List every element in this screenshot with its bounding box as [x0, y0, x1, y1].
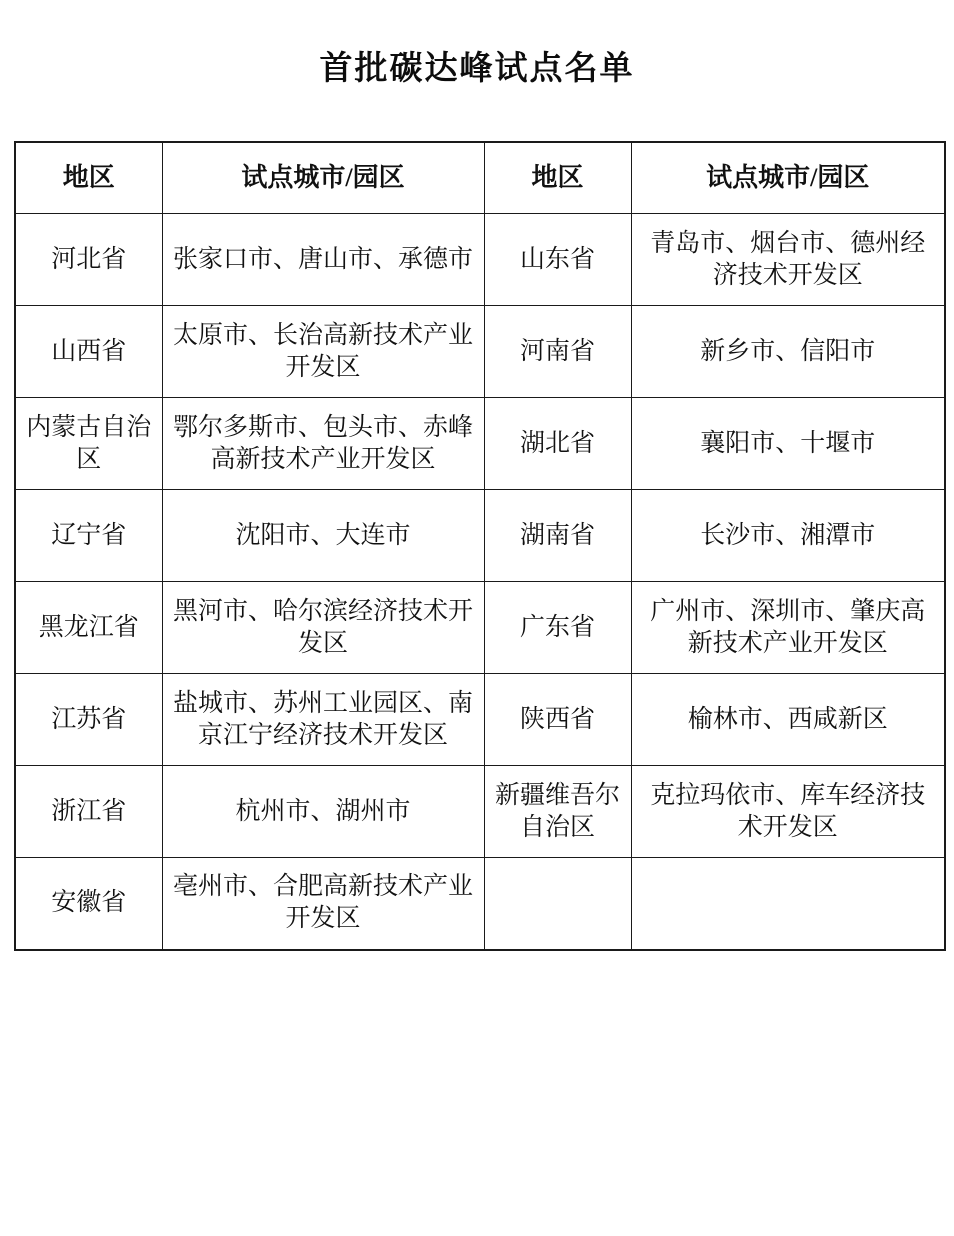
cell-region-left: 安徽省: [15, 858, 162, 950]
column-header-region-right: 地区: [484, 142, 631, 214]
cell-cities-right: 襄阳市、十堰市: [631, 398, 945, 490]
cell-region-left: 河北省: [15, 214, 162, 306]
column-header-cities-left: 试点城市/园区: [162, 142, 484, 214]
cell-region-left: 内蒙古自治区: [15, 398, 162, 490]
cell-cities-left: 鄂尔多斯市、包头市、赤峰高新技术产业开发区: [162, 398, 484, 490]
table-row: [15, 214, 945, 306]
cell-cities-right: 克拉玛依市、库车经济技术开发区: [631, 766, 945, 858]
page-title: 首批碳达峰试点名单: [319, 51, 635, 87]
cell-region-right: 湖南省: [484, 490, 631, 582]
cell-cities-right: 长沙市、湘潭市: [631, 490, 945, 582]
table-row: [15, 674, 945, 766]
pilot-list-table: [14, 141, 946, 951]
column-header-cities-right: 试点城市/园区: [631, 142, 945, 214]
cell-cities-right: 新乡市、信阳市: [631, 306, 945, 398]
table-header-row: [15, 142, 945, 214]
table-row: [15, 858, 945, 950]
cell-region-left: 辽宁省: [15, 490, 162, 582]
table-body: [15, 214, 945, 950]
table-row: [15, 582, 945, 674]
table-row: [15, 766, 945, 858]
cell-cities-right: 青岛市、烟台市、德州经济技术开发区: [631, 214, 945, 306]
table-row: [15, 490, 945, 582]
cell-cities-left: 太原市、长治高新技术产业开发区: [162, 306, 484, 398]
cell-region-right: 陕西省: [484, 674, 631, 766]
cell-cities-left: 张家口市、唐山市、承德市: [162, 214, 484, 306]
table-row: [15, 398, 945, 490]
cell-cities-left: 黑河市、哈尔滨经济技术开发区: [162, 582, 484, 674]
cell-region-right: 广东省: [484, 582, 631, 674]
cell-cities-right: [631, 858, 945, 950]
cell-cities-left: 杭州市、湖州市: [162, 766, 484, 858]
cell-region-left: 山西省: [15, 306, 162, 398]
cell-cities-left: 盐城市、苏州工业园区、南京江宁经济技术开发区: [162, 674, 484, 766]
cell-cities-right: 榆林市、西咸新区: [631, 674, 945, 766]
cell-region-right: 湖北省: [484, 398, 631, 490]
cell-region-right: 山东省: [484, 214, 631, 306]
cell-cities-left: 亳州市、合肥高新技术产业开发区: [162, 858, 484, 950]
table-row: [15, 306, 945, 398]
cell-cities-left: 沈阳市、大连市: [162, 490, 484, 582]
cell-region-left: 黑龙江省: [15, 582, 162, 674]
cell-region-right: 新疆维吾尔自治区: [484, 766, 631, 858]
cell-region-left: 江苏省: [15, 674, 162, 766]
table-header: [15, 142, 945, 214]
cell-region-right: 河南省: [484, 306, 631, 398]
column-header-region-left: 地区: [15, 142, 162, 214]
cell-region-right: [484, 858, 631, 950]
cell-region-left: 浙江省: [15, 766, 162, 858]
table-container: [12, 141, 942, 951]
cell-cities-right: 广州市、深圳市、肇庆高新技术产业开发区: [631, 582, 945, 674]
